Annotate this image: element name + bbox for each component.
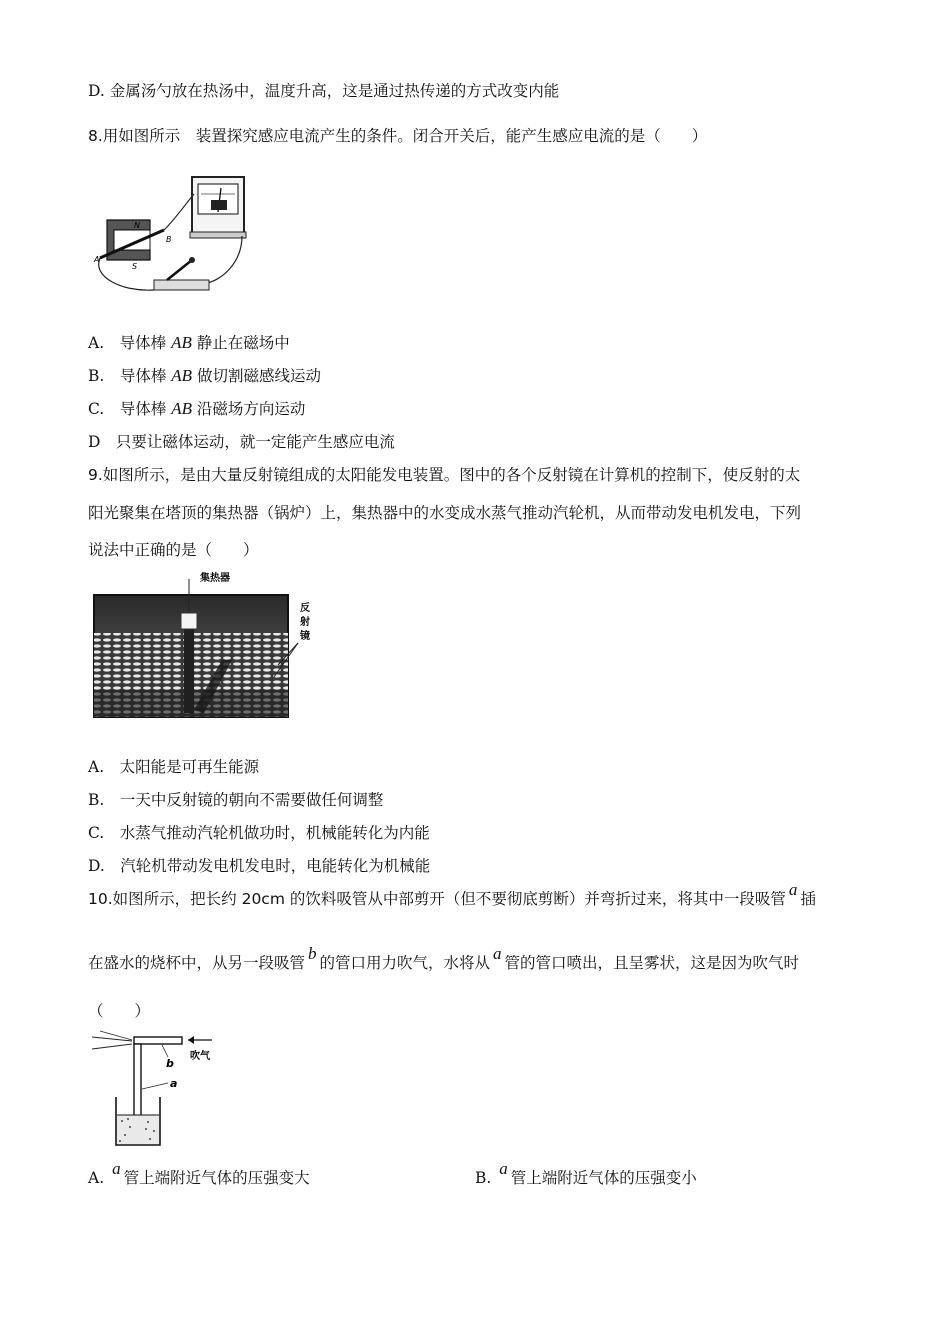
q10-stem-line-2 <box>88 944 800 973</box>
q8-option-b-prefix: B. 导体棒 <box>88 367 167 385</box>
q7-option-d: D. 金属汤勺放在热汤中，温度升高，这是通过热传递的方式改变内能 <box>88 82 560 100</box>
q10-stem-line-3: （ ） <box>88 1002 151 1020</box>
q9-stem-line-3: 说法中正确的是（ ） <box>88 541 259 559</box>
q8-fig-label-s: S <box>132 262 138 271</box>
q10-option-a-text: 管上端附近气体的压强变大 <box>123 1169 310 1187</box>
q9-fig-label-mirror: 反 射 镜 <box>300 603 310 642</box>
q9-option-b: B. 一天中反射镜的朝向不需要做任何调整 <box>88 791 384 809</box>
q10-var-a-2: a <box>493 944 502 963</box>
q8-option-c <box>88 399 305 419</box>
q8-option-a-variable: AB <box>171 333 192 352</box>
q8-option-a-prefix: A. 导体棒 <box>88 334 167 352</box>
q10-stem-line-2-end: 管的管口喷出，且呈雾状，这是因为吹气时 <box>504 954 800 972</box>
q10-stem-line-1 <box>88 880 816 909</box>
q10-stem-line-1-text: 10.如图所示，把长约 20cm 的饮料吸管从中部剪开（但不要彻底剪断）并弯折过来，将其中一段吸管 <box>88 890 786 908</box>
q8-induction-apparatus-figure <box>92 172 252 297</box>
q10-fig-label-a: a <box>170 1077 178 1090</box>
q8-option-b-variable: AB <box>171 366 193 385</box>
q9-option-c: C. 水蒸气推动汽轮机做功时，机械能转化为内能 <box>88 824 430 842</box>
q8-option-c-prefix: C. 导体棒 <box>88 400 167 418</box>
q8-option-c-text: 沿磁场方向运动 <box>196 400 306 418</box>
q8-fig-label-a: A <box>94 255 100 264</box>
q10-var-b: b <box>308 944 317 963</box>
q10-var-a: a <box>788 880 798 899</box>
q9-fig-label-collector: 集热器 <box>200 573 230 584</box>
q9-stem-line-1: 9.如图所示，是由大量反射镜组成的太阳能发电装置。图中的各个反射镜在计算机的控制下，使反射的太 <box>88 466 801 484</box>
q10-stem-line-2-mid: 的管口用力吹气，水将从 <box>319 954 491 972</box>
q8-option-c-variable: AB <box>171 399 192 418</box>
q9-stem-line-2: 阳光聚集在塔顶的集热器（锅炉）上，集热器中的水变成水蒸气推动汽轮机，从而带动发电机发电，下列 <box>88 504 802 522</box>
q8-option-b-text: 做切割磁感线运动 <box>196 367 321 385</box>
q10-option-b <box>475 1159 697 1188</box>
q8-fig-label-n: N <box>134 221 140 230</box>
q10-option-b-prefix: B. <box>475 1169 492 1187</box>
q10-option-a <box>88 1159 310 1188</box>
q8-option-a <box>88 333 290 353</box>
q8-option-b <box>88 366 321 386</box>
q8-option-d: D 只要让磁体运动，就一定能产生感应电流 <box>88 433 395 451</box>
q10-fig-label-blow: 吹气 <box>190 1051 210 1062</box>
q10-stem-line-1-end: 插 <box>800 890 816 908</box>
q10-option-b-variable: a <box>499 1159 508 1178</box>
q10-option-b-text: 管上端附近气体的压强变小 <box>510 1169 697 1187</box>
q9-option-a: A. 太阳能是可再生能源 <box>88 758 260 776</box>
q10-option-a-prefix: A. <box>88 1169 105 1187</box>
q8-fig-label-b: B <box>166 235 172 244</box>
q10-stem-line-2-text: 在盛水的烧杯中，从另一段吸管 <box>88 954 306 972</box>
q10-option-a-variable: a <box>112 1159 121 1178</box>
q8-option-a-text: 静止在磁场中 <box>196 334 290 352</box>
q10-straw-beaker-figure <box>90 1027 230 1152</box>
q8-stem: 8.用如图所示 装置探究感应电流产生的条件。闭合开关后，能产生感应电流的是（ ） <box>88 127 708 145</box>
q9-solar-tower-photo <box>92 565 322 720</box>
q9-option-d: D. 汽轮机带动发电机发电时，电能转化为机械能 <box>88 857 431 875</box>
q10-fig-label-b: b <box>166 1057 174 1070</box>
